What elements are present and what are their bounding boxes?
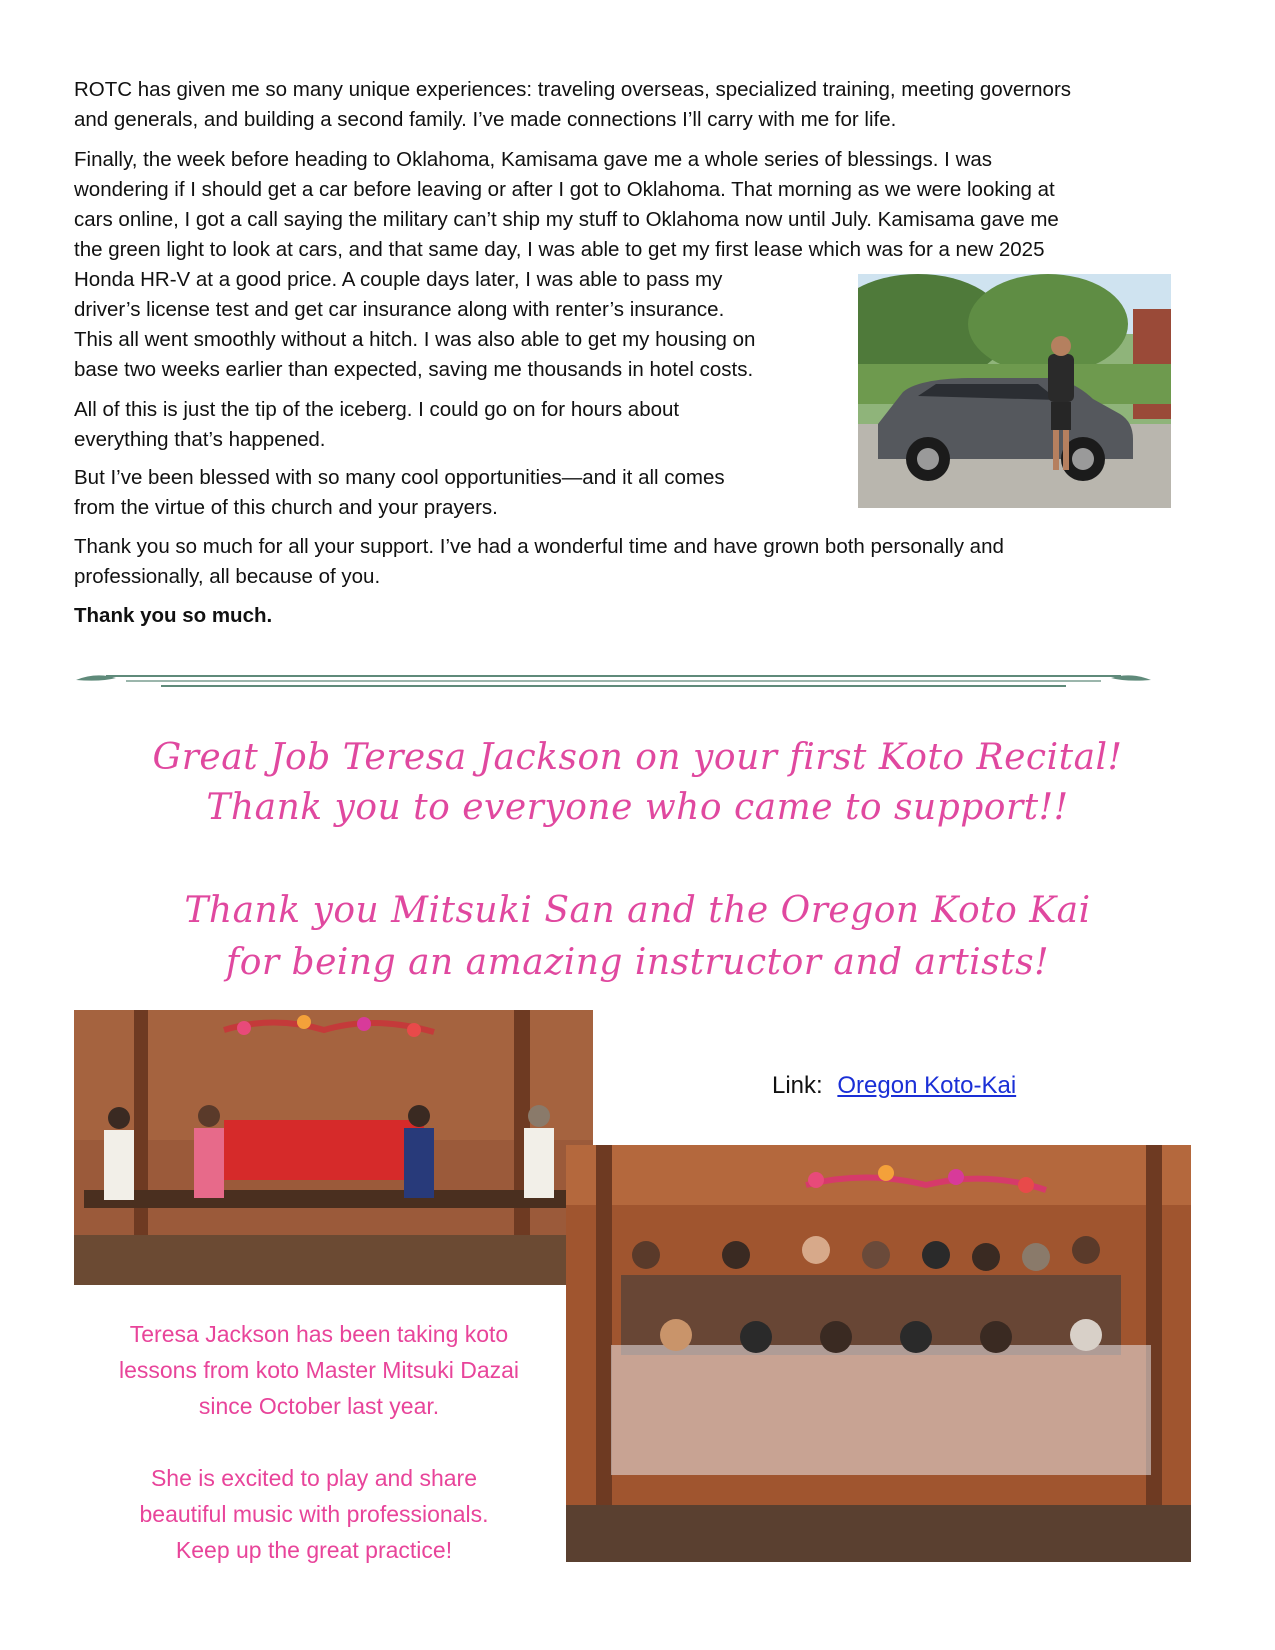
caption-line: lessons from koto Master Mitsuki Dazai bbox=[118, 1357, 520, 1383]
koto-recital-photo bbox=[74, 1010, 593, 1285]
caption-line: since October last year. bbox=[198, 1393, 440, 1419]
car-photo bbox=[858, 274, 1171, 508]
caption-line: She is excited to play and share bbox=[150, 1465, 478, 1491]
paragraph-line: All of this is just the tip of the iceberg. I could go on for hours about bbox=[74, 398, 680, 421]
flourish-divider-icon bbox=[76, 668, 1151, 698]
car-photo-illustration bbox=[858, 274, 1171, 508]
paragraph-line: the green light to look at cars, and that same day, I was able to get my first lease which was for a new 2025 bbox=[74, 238, 1045, 261]
link-prefix: Link: bbox=[772, 1072, 823, 1099]
banner-line: for being an amazing instructor and artists! bbox=[225, 942, 1050, 983]
oregon-koto-kai-link[interactable]: Oregon Koto-Kai bbox=[837, 1072, 1017, 1099]
paragraph-line: This all went smoothly without a hitch. I was also able to get my housing on bbox=[74, 328, 756, 351]
paragraph-line: cars online, I got a call saying the military can’t ship my stuff to Oklahoma now until July. Kamisama gave me bbox=[74, 208, 1059, 231]
paragraph-line: But I’ve been blessed with so many cool opportunities—and it all comes bbox=[74, 466, 725, 489]
caption-line: beautiful music with professionals. bbox=[139, 1501, 489, 1527]
paragraph-line: base two weeks earlier than expected, saving me thousands in hotel costs. bbox=[74, 358, 754, 381]
decorative-divider bbox=[76, 668, 1151, 698]
paragraph-line: Finally, the week before heading to Oklahoma, Kamisama gave me a whole series of blessings. I was bbox=[74, 148, 993, 171]
paragraph-line: from the virtue of this church and your prayers. bbox=[74, 496, 498, 519]
paragraph-line: ROTC has given me so many unique experiences: traveling overseas, specialized training, meeting governors bbox=[74, 78, 1072, 101]
banner-line: Thank you Mitsuki San and the Oregon Koto Kai bbox=[184, 890, 1091, 931]
caption-line: Keep up the great practice! bbox=[175, 1537, 453, 1563]
link-line bbox=[772, 1072, 1016, 1100]
paragraph-line: driver’s license test and get car insurance along with renter’s insurance. bbox=[74, 298, 725, 321]
paragraph-line: Thank you so much for all your support. I’ve had a wonderful time and have grown both personally and bbox=[74, 535, 1004, 558]
closing-line: Thank you so much. bbox=[74, 604, 273, 627]
paragraph-line: Honda HR-V at a good price. A couple days later, I was able to pass my bbox=[74, 268, 723, 291]
paragraph-line: and generals, and building a second family. I’ve made connections I’ll carry with me for life. bbox=[74, 108, 897, 131]
paragraph-line: everything that’s happened. bbox=[74, 428, 326, 451]
banner-line: Great Job Teresa Jackson on your first Koto Recital! bbox=[152, 737, 1123, 778]
group-photo bbox=[566, 1145, 1191, 1562]
paragraph-line: professionally, all because of you. bbox=[74, 565, 381, 588]
koto-recital-illustration bbox=[74, 1010, 593, 1285]
group-photo-illustration bbox=[566, 1145, 1191, 1562]
caption-line: Teresa Jackson has been taking koto bbox=[129, 1321, 509, 1347]
banner-line: Thank you to everyone who came to support!! bbox=[206, 787, 1069, 828]
paragraph-line: wondering if I should get a car before leaving or after I got to Oklahoma. That morning as we were looking at bbox=[74, 178, 1055, 201]
